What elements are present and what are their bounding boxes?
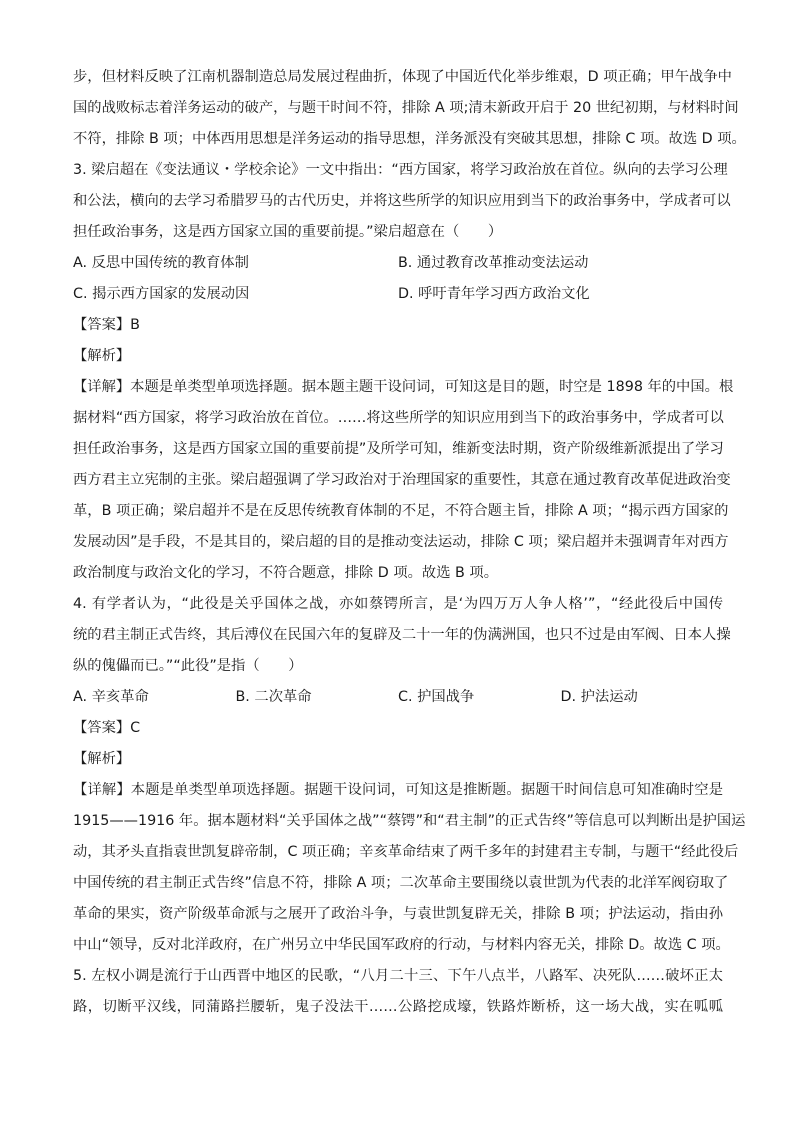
answer-label: 【答案】C	[73, 720, 141, 736]
text-line: 国的战败标志着洋务运动的破产，与题干时间不符，排除 A 项;清末新政开启于 20 世纪初期，与材料时间	[73, 100, 739, 116]
option-a: A. 辛亥革命	[73, 689, 149, 705]
question-3	[73, 155, 734, 589]
answer-label: 【答案】B	[73, 317, 140, 333]
analysis-line: 据材料“西方国家，将学习政治放在首位。……将这些所学的知识应用到当下的政治事务中，学成者可以	[73, 410, 724, 426]
option-row	[73, 682, 723, 713]
analysis-line: 发展动因”是手段，不是其目的，梁启超的目的是推动变法运动，排除 C 项；梁启超并未强调青年对西方	[73, 534, 729, 550]
question-stem-line: 5. 左权小调是流行于山西晋中地区的民歌，“八月二十三、下午八点半，八路军、决死队……破坏正太	[73, 968, 723, 984]
analysis-line: 动，其矛头直指袁世凯复辟帝制，C 项正确；辛亥革命结束了两千多年的封建君主专制，与题干“经此役后	[73, 844, 739, 860]
question-stem-line: 担任政治事务，这是西方国家立国的重要前提。”梁启超意在（ ）	[73, 224, 503, 240]
option-c: C. 护国战争	[398, 689, 475, 705]
analysis-line: 中山“领导，反对北洋政府，在广州另立中华民国军政府的行动，与材料内容无关，排除 D。故选 C 项。	[73, 937, 730, 953]
analysis-line: 担任政治事务，这是西方国家立国的重要前提”及所学可知，维新变法时期，资产阶级维新派提出了学习	[73, 441, 724, 457]
option-d: D. 护法运动	[560, 689, 638, 705]
option-b: B. 通过教育改革推动变法运动	[398, 255, 589, 271]
text-line: 不符，排除 B 项；中体西用思想是洋务运动的指导思想，洋务派没有突破其思想，排除 C 项。故选 D 项。	[73, 131, 746, 147]
option-b: B. 二次革命	[235, 689, 312, 705]
question-stem-line: 统的君主制正式告终，其后溥仪在民国六年的复辟及二十一年的伪满洲国，也只不过是由军阀、日本人操	[73, 627, 731, 643]
analysis-line: 政治制度与政治文化的学习，不符合题意，排除 D 项。故选 B 项。	[73, 565, 499, 581]
question-stem-line: 4. 有学者认为，“此役是关乎国体之战，亦如蔡锷所言，是‘为四万万人争人格’”，“经此役后中国传	[73, 596, 723, 612]
question-stem-line: 路，切断平汉线，同蒲路拦腰斩，鬼子没法干……公路挖成壕，铁路炸断桥，这一场大战，实在呱呱	[73, 999, 723, 1015]
question-5	[73, 961, 723, 1023]
analysis-line: 中国传统的君主制正式告终”信息不符，排除 A 项；二次革命主要围绕以袁世凯为代表的北洋军阀窃取了	[73, 875, 729, 891]
analysis-line: 革，B 项正确；梁启超并不是在反思传统教育体制的不足，不符合题主旨，排除 A 项；“揭示西方国家的	[73, 503, 729, 519]
analysis-line: 【详解】本题是单类型单项选择题。据题干设问词，可知这是推断题。据题干时间信息可知准确时空是	[73, 782, 723, 798]
question-stem-line: 和公法，横向的去学习希腊罗马的古代历史，并将这些所学的知识应用到当下的政治事务中，学成者可以	[73, 193, 731, 209]
analysis-line: 革命的果实，资产阶级革命派与之展开了政治斗争，与袁世凯复辟无关，排除 B 项；护法运动，指由孙	[73, 906, 723, 922]
text-line: 步，但材料反映了江南机器制造总局发展过程曲折，体现了中国近代化举步维艰，D 项正确；甲午战争中	[73, 69, 732, 85]
q2-explanation-tail	[73, 62, 746, 155]
question-stem-line: 纵的傀儡而已。”“此役”是指（ ）	[73, 658, 303, 674]
option-c: C. 揭示西方国家的发展动因	[73, 286, 250, 302]
analysis-line: 西方君主立宪制的主张。梁启超强调了学习政治对于治理国家的重要性，其意在通过教育改革促进政治变	[73, 472, 731, 488]
option-d: D. 呼吁青年学习西方政治文化	[398, 286, 590, 302]
analysis-label: 【解析】	[73, 348, 131, 364]
analysis-label: 【解析】	[73, 751, 131, 767]
option-row	[73, 248, 723, 279]
question-4	[73, 589, 746, 961]
analysis-text	[73, 372, 734, 589]
question-stem-line: 3. 梁启超在《变法通议・学校余论》一文中指出：“西方国家，将学习政治放在首位。纵向的去学习公理	[73, 162, 728, 178]
analysis-text	[73, 775, 746, 961]
analysis-line: 1915——1916 年。据本题材料“关乎国体之战”“蔡锷”和“君主制”的正式告终”等信息可以判断出是护国运	[73, 813, 746, 829]
option-a: A. 反思中国传统的教育体制	[73, 255, 249, 271]
analysis-line: 【详解】本题是单类型单项选择题。据本题主题干设问词，可知这是目的题，时空是 1898 年的中国。根	[73, 379, 734, 395]
document-page	[73, 62, 746, 1023]
option-row	[73, 279, 723, 310]
